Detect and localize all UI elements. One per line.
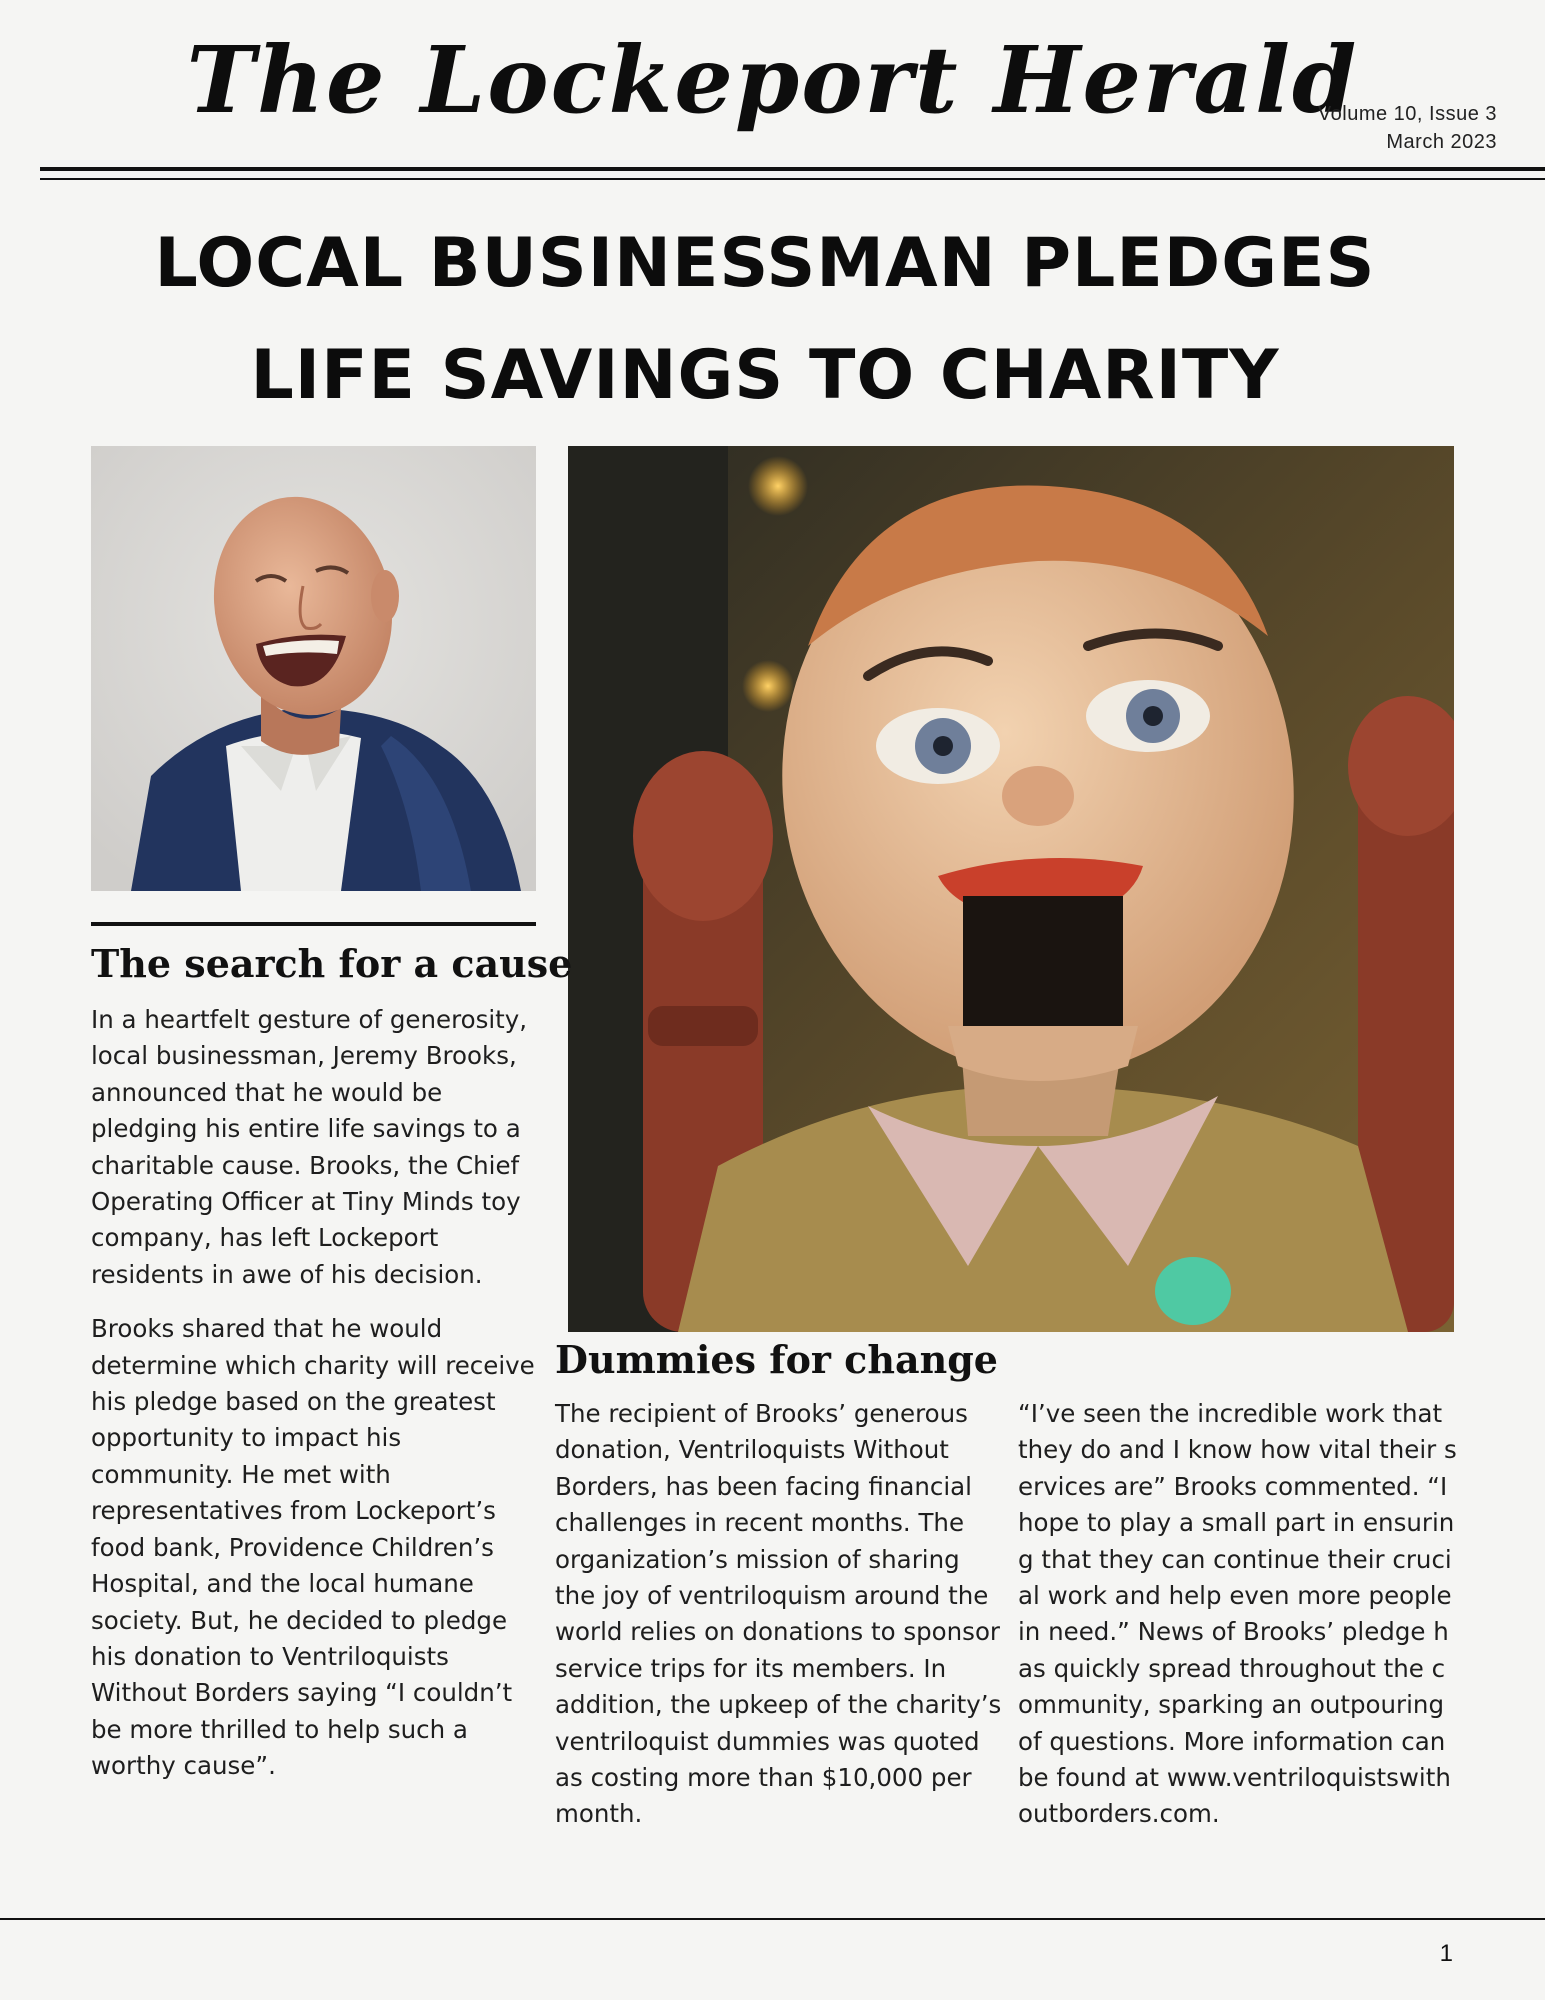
middle-column-text: The recipient of Brooks’ generous donation, Ventriloquists Without Borders, has been facing financial challenges in recent months. The organization’s mission of sharing the joy of ventriloquism around the world relies on donations to sponsor service trips for its members. In addition, the upkeep of the charity’s ventriloquist dummies was quoted as costing more than $10,000 per month. xyxy=(555,1399,1002,1829)
right-column-text: “I’ve seen the incredible work that they do and I know how vital their services are” Brooks commented. “I hope to play a small part in ensuring that they can continue their crucial work and help even more people in need.” News of Brooks’ pledge has quickly spread throughout the community, sparking an outpouring of questions. More information can be found at www.ventriloquistswithoutborders.com. xyxy=(1018,1399,1457,1829)
masthead-title: The Lockeport Herald xyxy=(186,26,1359,134)
masthead-rule-top xyxy=(40,167,1545,171)
section-heading-search: The search for a cause xyxy=(91,941,573,986)
headline-line-1: LOCAL BUSINESSMAN PLEDGES xyxy=(154,224,1376,303)
main-headline xyxy=(40,208,1490,432)
footer-rule xyxy=(0,1918,1545,1920)
dummy-illustration xyxy=(568,446,1454,1332)
volume-issue: Volume 10, Issue 3 xyxy=(1317,103,1497,125)
issue-info xyxy=(1318,100,1497,156)
ventriloquist-dummy-photo xyxy=(568,446,1454,1332)
issue-date: March 2023 xyxy=(1386,131,1497,153)
paragraph: Brooks shared that he would determine which charity will receive his pledge based on the greatest opportunity to impact his community. He met with representatives from Lockeport’s food bank, Providence Children’s Hospital, and the local humane society. But, he decided to pledge his donation to Ventriloquists Without Borders saying “I couldn’t be more thrilled to help such a worthy cause”. xyxy=(91,1314,535,1781)
paragraph: In a heartfelt gesture of generosity, local businessman, Jeremy Brooks, announced that he would be pledging his entire life savings to a charitable cause. Brooks, the Chief Operating Officer at Tiny Minds toy company, has left Lockeport residents in awe of his decision. xyxy=(91,1005,528,1289)
left-column-text xyxy=(91,1002,546,1803)
headline-line-2: LIFE SAVINGS TO CHARITY xyxy=(250,336,1280,415)
section-heading-dummies: Dummies for change xyxy=(555,1337,998,1382)
left-column-rule xyxy=(91,922,536,926)
page-number: 1 xyxy=(1439,1940,1453,1967)
businessman-portrait-photo xyxy=(91,446,536,891)
masthead-rule-bottom xyxy=(40,178,1545,180)
portrait-illustration xyxy=(91,446,536,891)
